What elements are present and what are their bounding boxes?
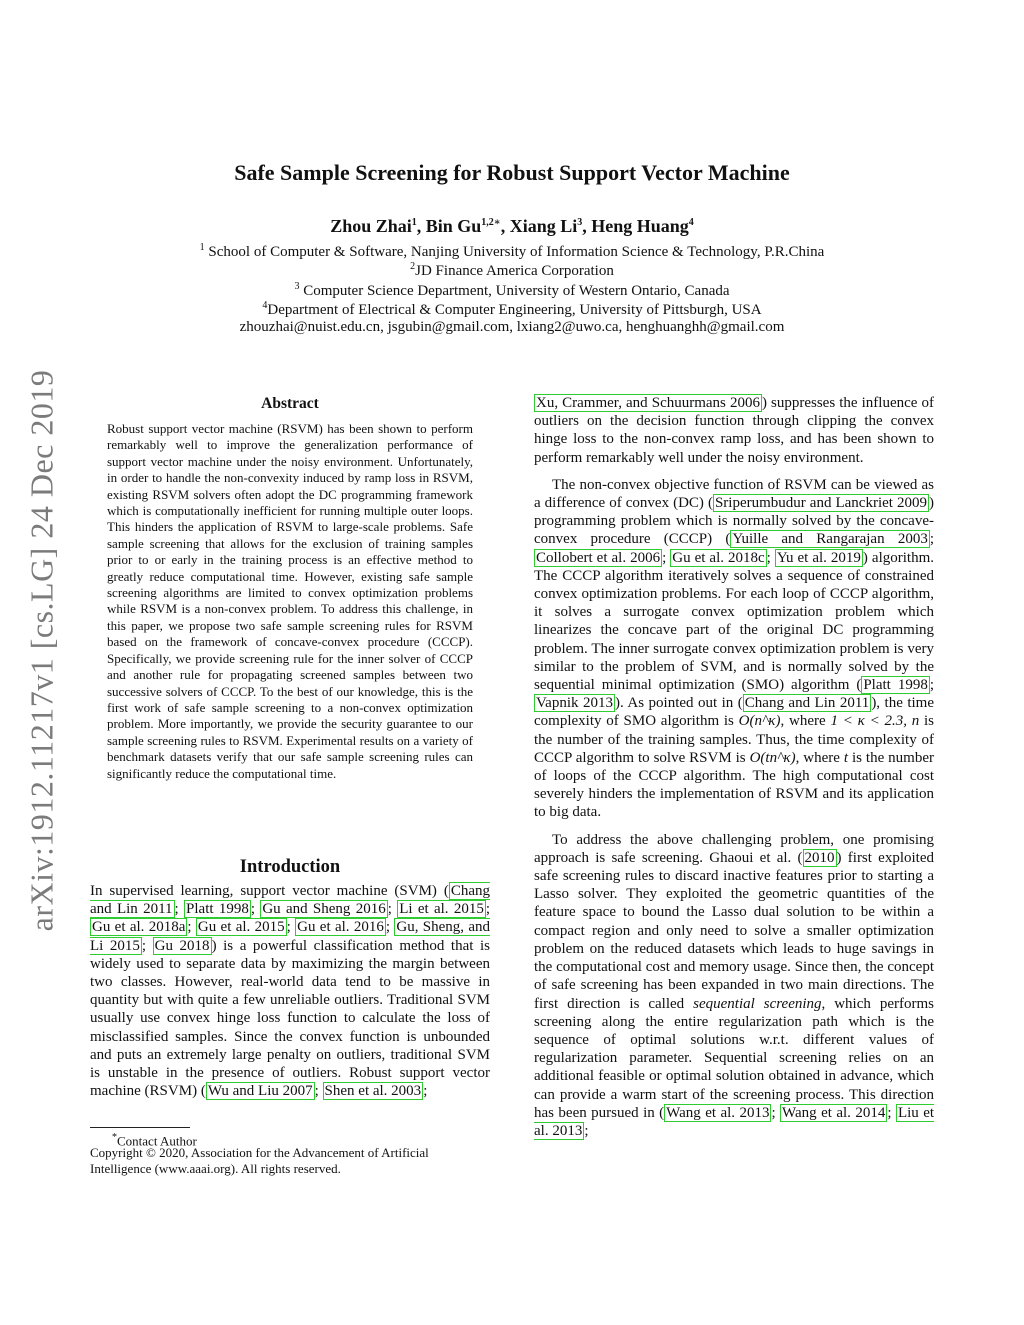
citation-link[interactable]: Wu and Liu 2007 xyxy=(207,1083,313,1100)
paper-title: Safe Sample Screening for Robust Support Vector Machine xyxy=(234,160,790,185)
citation-link[interactable]: Liu et al. 2013 xyxy=(534,1104,935,1139)
citation-link[interactable]: Wang et al. 2013 xyxy=(666,1104,770,1121)
citation-link[interactable]: Chang and Lin 2011 xyxy=(90,883,490,918)
author-name: Zhou Zhai xyxy=(330,216,412,236)
affiliation-2: $^2$JD Finance America Corporation xyxy=(410,261,614,279)
citation-link[interactable]: Gu et al. 2015 xyxy=(197,919,285,936)
citation-link[interactable]: Shen et al. 2003 xyxy=(324,1083,422,1100)
abstract-heading: Abstract xyxy=(261,395,319,412)
citation-link[interactable]: Wang et al. 2014 xyxy=(782,1104,886,1121)
abstract-body: Robust support vector machine (RSVM) has been shown to perform remarkably well to improve the generalization performance of support vector machine under the noisy environment. Unfortunately, in order to handle the non-convexity induced by ramp loss in RSVM, existing RSVM solvers often adopt the DC programming framework which is computationally inefficient for running multiple outer loops. This hinders the application of RSVM to large-scale problems. Safe sample screening that allows for the exclusion of training samples prior to or early in the training process is an effective method to greatly reduce computational time. However, existing safe sample screening algorithms are limited to convex optimization problems while RSVM is a non-convex problem. To address this challenge, in this paper, we propose two safe sample screening rules for RSVM based on the framework of concave-convex procedure (CCCP). Specifically, we provide screening rule for the inner solver of CCCP and another rule for propagating screened samples between two successive solvers of CCCP. To the best of our knowledge, this is the first work of safe sample screening to a non-convex optimization problem. More importantly, we provide the security guarantee to our sample screening rules to RSVM. Experimental results on a variety of benchmark datasets verify that our safe sample screening rules can significantly reduce the computational time. xyxy=(107,421,473,781)
arxiv-identifier: arXiv:1912.11217v1 [cs.LG] 24 Dec 2019 xyxy=(23,369,60,931)
citation-link[interactable]: 2010 xyxy=(804,849,835,866)
citation-link[interactable]: Gu et al. 2018c xyxy=(672,549,765,566)
arxiv-stamp xyxy=(10,355,74,945)
citation-link[interactable]: Platt 1998 xyxy=(186,901,249,918)
author-list: Zhou Zhai$^1$, Bin $Gu^{1,2∗}$, Xiang Li$^3$, Heng Huang$^4$ xyxy=(330,216,694,236)
math-expression: 1 < κ < 2.3, n xyxy=(830,713,920,730)
author-name: Bin Gu xyxy=(425,216,482,236)
citation-link[interactable]: Platt 1998 xyxy=(863,677,928,694)
footnote-divider xyxy=(90,1127,190,1128)
affiliation-4: $^4$Department of Electrical & Computer Engineering, University of Pittsburgh, USA xyxy=(262,300,762,318)
citation-link[interactable]: Li et al. 2015 xyxy=(399,901,484,918)
author-name: Heng Huang xyxy=(591,216,689,236)
author-affil-mark: 1,2∗ xyxy=(481,217,501,228)
citation-link[interactable]: Yuille and Rangarajan 2003 xyxy=(732,531,928,548)
citation-link[interactable]: Gu et al. 2018a xyxy=(92,919,186,936)
author-emails: zhouzhai@nuist.edu.cn, jsgubin@gmail.com, lxiang2@uwo.ca, henghuanghh@gmail.com xyxy=(239,319,785,335)
citation-link[interactable]: Xu, Crammer, and Schuurmans 2006 xyxy=(536,395,760,411)
citation-link[interactable]: Yu et al. 2019 xyxy=(776,549,861,566)
body-paragraph: Xu, Crammer, and Schuurmans 2006 ) suppresses the influence of outliers on the decision function through clipping the convex hinge loss to the non-convex ramp loss, and has been shown to perform remarkably well under the noisy environment. xyxy=(534,395,934,466)
citation-link[interactable]: Collobert et al. 2006 xyxy=(536,549,661,566)
copyright-notice: Copyright © 2020, Association for the Advancement of Artificial Intelligence (www.aaai.org). All rights reserved. xyxy=(90,1145,429,1176)
affiliation-3: $^3$ Computer Science Department, University of Western Ontario, Canada xyxy=(294,281,730,299)
author-affil-mark: 1 xyxy=(411,217,417,228)
math-expression: t xyxy=(843,749,849,766)
citation-link[interactable]: Gu and Sheng 2016 xyxy=(262,901,386,918)
citation-link[interactable]: Vapnik 2013 xyxy=(536,695,613,712)
author-affil-mark: 4 xyxy=(688,217,694,228)
citation-link[interactable]: Gu, Sheng, and Li 2015 xyxy=(90,919,491,954)
right-column xyxy=(534,394,934,1140)
citation-link[interactable]: Sriperumbudur and Lanckriet 2009 xyxy=(714,495,927,512)
author-affil-mark: 3 xyxy=(577,217,583,228)
affiliation-1: $^1$ School of Computer & Software, Nanjing University of Information Science & Technology, P.R.China xyxy=(199,242,825,260)
introduction-paragraph: In supervised learning, support vector machine (SVM) ( Chang and Lin 2011 ; Platt 1998 ; Gu and Sheng 2016 ; Li et al. 2015 ; Gu et al. 2018a ; Gu et al. 2015 ; Gu et al. 2016 ; Gu, Sheng, and Li 2015 ; Gu 2018 ) is a powerful classification method that is widely used to separate data by maximizing the margin between two classes. However, real-world data tend to be massive in quantity but with quite a few unreliable outliers. Traditional SVM usually use convex hinge loss function to calculate the loss of misclassified samples. Since the convex function is unbounded and puts an extremely large penalty on outliers, traditional SVM is unstable in the presence of outliers. Robust support vector machine (RSVM) ( Wu and Liu 2007 ; Shen et al. 2003 ; xyxy=(90,883,491,1100)
footnote-contact-author: *Contact Author xyxy=(112,1132,197,1149)
body-paragraph: To address the above challenging problem, one promising approach is safe screening. Ghaoui et al. ( 2010 ) first exploited safe screening rules to discard inactive features prior to starting a Lasso solver. They exploited the geometric quantities of the feature space to bound the Lasso dual solution to be within a compact region and only need to solve a smaller optimization problem on the reduced datasets which leads to huge savings in the computational cost and memory usage. Since then, the concept of safe screening has been expanded in two main directions. The first direction is called sequential screening, which performs screening along the entire regularization path which is the sequence of optimal solutions w.r.t. different values of regularization parameter. Sequential screening relies on an additional feasible or optimal solution obtained in advance, which can provide a warm start of the screening process. This direction has been pursued in ( Wang et al. 2013 ; Wang et al. 2014 ; Liu et al. 2013 ; xyxy=(534,831,935,1139)
introduction-heading: Introduction xyxy=(239,857,341,877)
math-expression: O(tn^κ) xyxy=(749,749,796,766)
math-expression: O(n^κ) xyxy=(738,713,781,730)
author-name: Xiang Li xyxy=(509,216,578,236)
citation-link[interactable]: Gu 2018 xyxy=(154,937,210,954)
body-paragraph: The non-convex objective function of RSVM can be viewed as a difference of convex (DC) ( Sriperumbudur and Lanckriet 2009 ) programming problem which is normally solved by the concave-convex procedure (CCCP) ( Yuille and Rangarajan 2003 ; Collobert et al. 2006 ; Gu et al. 2018c ; Yu et al. 2019 ) algorithm. The CCCP algorithm iteratively solves a sequence of constrained convex optimization problems. For each loop of CCCP algorithm, it solves a surrogate convex optimization problem which linearizes the concave part of the original DC programming problem. The inner surrogate convex optimization problem is very similar to the problem of SVM, and is normally solved by the sequential minimal optimization (SMO) algorithm ( Platt 1998 ; Vapnik 2013 ). As pointed out in ( Chang and Lin 2011 ), the time complexity of SMO algorithm is O(n^κ), where 1 < κ < 2.3, n is the number of the training samples. Thus, the time complexity of CCCP algorithm to solve RSVM is O(tn^κ), where t is the number of loops of the CCCP algorithm. The high computational cost severely hinders the implementation of RSVM and its application to big data. xyxy=(534,476,935,821)
citation-link[interactable]: Gu et al. 2016 xyxy=(297,919,384,936)
citation-link[interactable]: Chang and Lin 2011 xyxy=(744,695,870,712)
